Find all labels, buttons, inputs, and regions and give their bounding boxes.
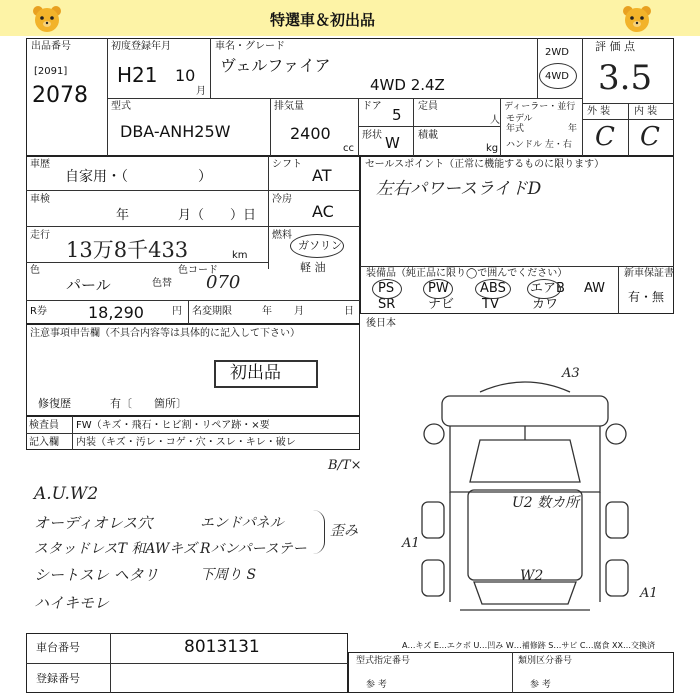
displacement-label: 排気量	[274, 101, 304, 112]
equipment-label: 装備品（純正品に限り◯で囲んでください）	[366, 268, 568, 279]
sales-points-label: セールスポイント（正常に機能するものに限ります）	[365, 159, 605, 170]
color-change-label: 色替	[152, 278, 172, 289]
interior-score: C	[640, 122, 660, 152]
circle-pw	[423, 279, 453, 299]
lot-label: 出品番号	[31, 41, 71, 52]
name-change-year: 年	[262, 306, 272, 317]
shift-label: シフト	[272, 159, 302, 170]
diag-w2: W2	[520, 568, 544, 584]
remark-4: シートスレ ヘタリ	[34, 566, 159, 584]
recycle-value: 18,290	[88, 303, 144, 322]
diag-a3: A3	[562, 366, 580, 381]
name-change-month: 月	[294, 306, 304, 317]
lot-sub: [2091]	[34, 66, 68, 77]
drive-value: 4WD	[545, 71, 569, 82]
equip-aw: AW	[584, 281, 606, 296]
remark-right-2: Rバンパーステー	[200, 541, 307, 557]
score-value: 3.5	[598, 58, 653, 98]
ref-label-2: 参 考	[530, 680, 551, 690]
equip-ps: PS	[378, 281, 395, 296]
fuel-diesel: 軽 油	[300, 261, 326, 274]
color-value: パール	[66, 276, 111, 294]
exterior-label: 外 装	[587, 106, 611, 117]
registration-label: 初度登録年月	[111, 41, 171, 52]
bt-note: B/T×	[328, 458, 362, 473]
mileage-label: 走行	[30, 230, 50, 241]
remark-3: スタッドレスT 和AWキズ	[34, 541, 198, 557]
car-name: ヴェルファイア	[220, 56, 331, 75]
equip-airbag: エアB	[530, 281, 565, 296]
equip-pw: PW	[428, 281, 449, 296]
doors-value: 5	[392, 106, 402, 124]
exterior-score: C	[595, 122, 615, 152]
diag-u2: U2 数カ所	[512, 495, 580, 511]
color-label: 色	[30, 265, 40, 276]
reg-number-label: 登録番号	[36, 672, 80, 685]
dealer-label: ディーラー・並行	[504, 102, 576, 112]
model-value: DBA-ANH25W	[120, 122, 231, 141]
inspector-row-2: 内装（キズ・汚レ・コゲ・穴・スレ・キレ・破レ	[76, 437, 296, 448]
model-year-label: モデル	[506, 114, 533, 124]
chassis-label: 車台番号	[36, 641, 80, 654]
registration-month-unit: 月	[196, 86, 206, 97]
load-unit: kg	[486, 143, 499, 154]
bear-logo-left	[30, 4, 64, 34]
first-listing-stamp-text: 初出品	[230, 363, 281, 383]
inspection-year: 年	[116, 208, 130, 223]
equip-sr: SR	[378, 297, 396, 312]
doors-label: ドア	[362, 101, 382, 112]
score-label: 評 価 点	[595, 40, 635, 53]
inspector-row-1: FW（キズ・飛石・ヒビ割・リペア跡・×要	[76, 420, 270, 431]
color-code: 070	[206, 272, 241, 293]
circle-ps	[372, 279, 402, 299]
remark-1: A.U.W2	[34, 484, 99, 504]
ac-label: 冷房	[272, 194, 292, 205]
year-unit: 年	[568, 124, 578, 134]
remark-5: ハイキモレ	[34, 594, 110, 612]
interior-label: 内 装	[634, 106, 658, 117]
sales-points-value: 左右パワースライドD	[376, 179, 542, 199]
fuel-label: 燃料	[272, 230, 292, 241]
displacement-unit: cc	[343, 143, 354, 154]
equip-abs: ABS	[480, 281, 506, 296]
remark-2: オーディオレス穴	[34, 514, 153, 532]
notes-label: 注意事項申告欄（不具合内容等は具体的に記入して下さい）	[30, 328, 300, 339]
ac-value: AC	[312, 202, 334, 221]
new-warranty-label: 新車保証書	[624, 268, 674, 279]
history-label: 車歴	[30, 159, 50, 170]
inspection-month: 月（ ）日	[178, 208, 257, 223]
model-label: 型式	[111, 101, 131, 112]
shape-value: W	[385, 134, 400, 152]
inspector-label-1: 検査員	[29, 420, 59, 431]
handle-label: ハンドル 左・右	[506, 140, 572, 150]
repair-label: 修復歴	[38, 397, 71, 410]
equip-leather: カワ	[532, 297, 559, 312]
remark-right-3: 下周り S	[200, 567, 257, 583]
repair-value: 有〔 箇所〕	[110, 397, 187, 410]
damage-legend: A…キズ E…エクボ U…凹み W…補修跡 S…サビ C…腐食 XX…交換済	[402, 641, 656, 650]
name-change-day: 日	[344, 306, 354, 317]
circle-airbag	[527, 279, 561, 299]
inspector-label-2: 記入欄	[29, 437, 59, 448]
remark-right-4: 歪み	[330, 523, 358, 539]
shift-value: AT	[312, 166, 332, 185]
displacement-value: 2400	[290, 124, 331, 143]
color-code-label: 色コード	[178, 265, 218, 276]
shape-label: 形状	[362, 130, 382, 141]
capacity-unit: 人	[490, 115, 500, 126]
registration-month: 10	[175, 66, 196, 85]
car-label: 車名・グレード	[215, 41, 285, 52]
model-cert-label: 型式指定番号	[356, 656, 411, 666]
circle-abs	[475, 279, 511, 299]
year-label: 年式	[506, 124, 525, 134]
car-grade: 4WD 2.4Z	[370, 76, 445, 94]
drive-label: 2WD	[545, 47, 569, 58]
fuel-gasoline: ガソリン	[298, 239, 342, 252]
inspection-label: 車検	[30, 194, 50, 205]
ref-label: 参 考	[366, 680, 387, 690]
name-change-label: 名変期限	[192, 306, 232, 317]
history-value: 自家用・（ ）	[65, 169, 212, 185]
post-install-label: 後日本	[366, 318, 396, 329]
bear-logo-right	[620, 4, 654, 34]
capacity-label: 定員	[418, 101, 438, 112]
header-title: 特選車＆初出品	[270, 11, 376, 29]
recycle-unit: 円	[172, 306, 182, 317]
mileage-unit: km	[232, 250, 248, 261]
registration-year: H21	[117, 63, 158, 87]
mileage-value: 13万8千433	[66, 238, 189, 262]
bracket	[310, 510, 325, 554]
category-label: 類別区分番号	[518, 656, 573, 666]
new-warranty-value: 有・無	[628, 290, 665, 304]
chassis-value: 8013131	[184, 637, 260, 657]
remark-right-1: エンドパネル	[200, 515, 284, 531]
load-label: 積載	[418, 130, 438, 141]
lot-number: 2078	[32, 83, 88, 108]
recycle-label: R券	[30, 306, 47, 317]
diag-a1-left: A1	[402, 536, 420, 551]
equip-tv: TV	[482, 297, 499, 312]
diag-a1-right: A1	[640, 586, 658, 601]
equip-navi: ナビ	[428, 297, 455, 312]
